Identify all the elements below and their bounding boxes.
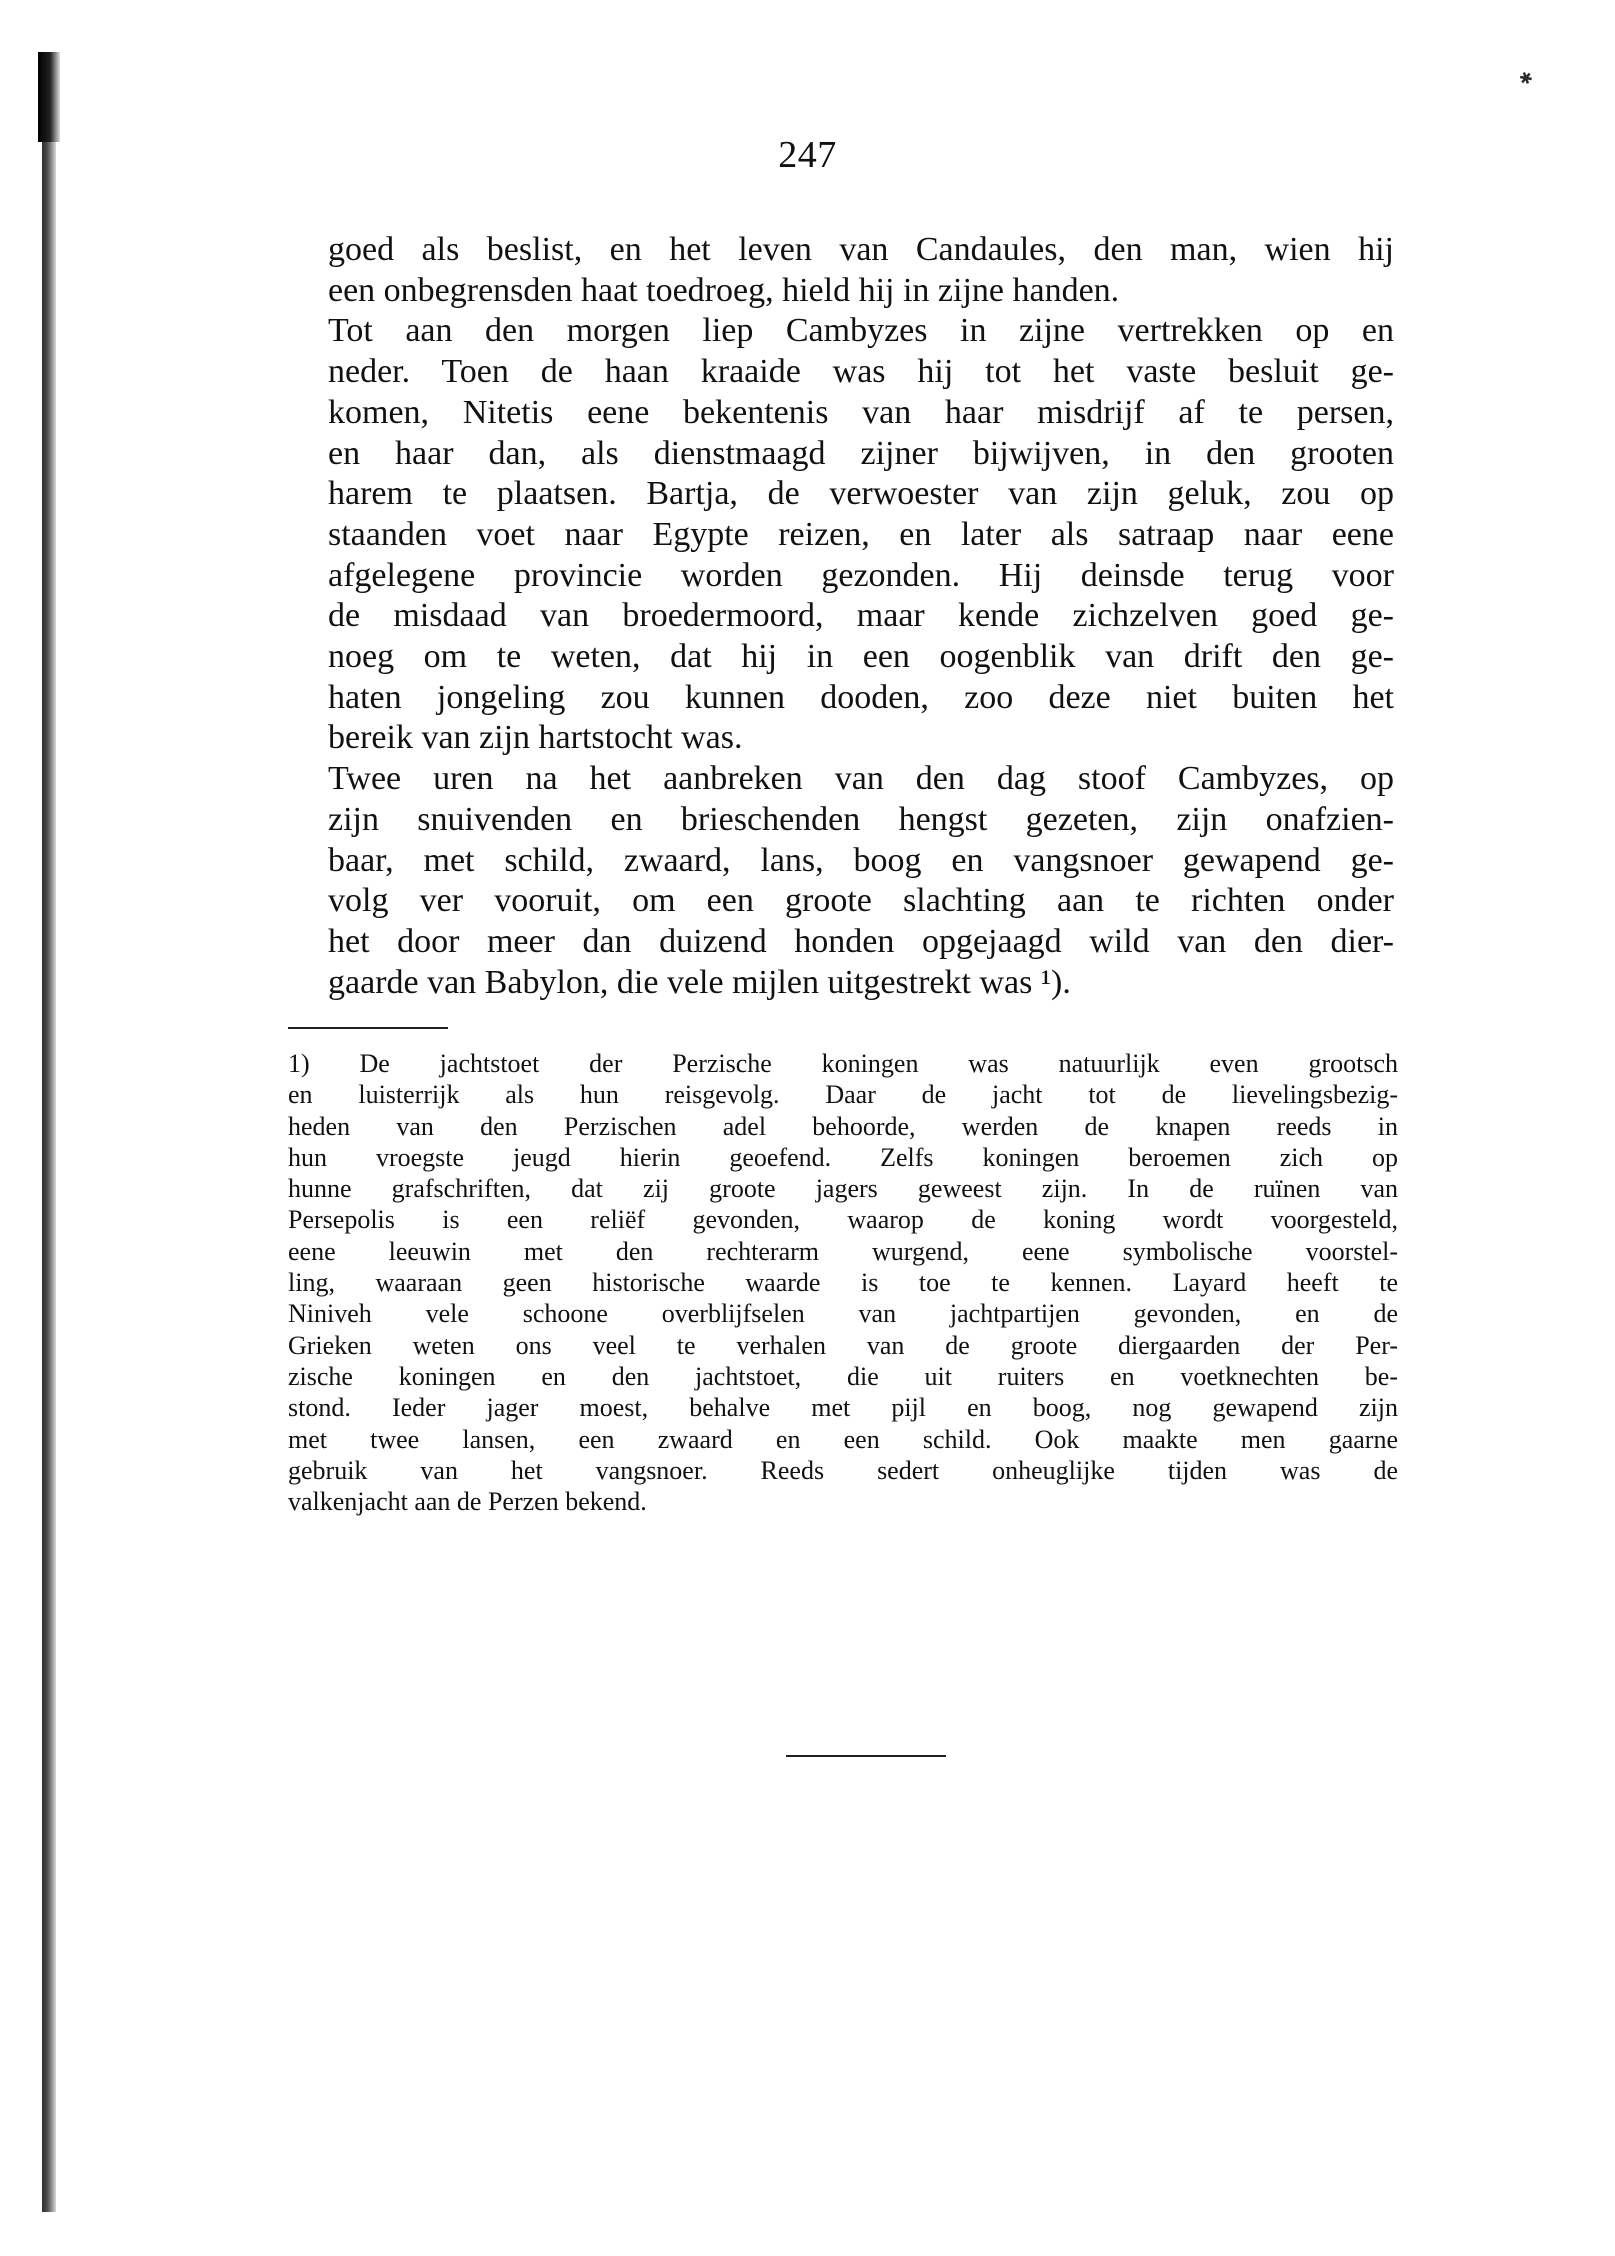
- footnote-line: Persepolis is een reliëf gevonden, waarop de koning wordt voorgesteld,: [288, 1205, 1398, 1235]
- footnote-line: gebruik van het vangsnoer. Reeds sedert onheuglijke tijden was de: [288, 1455, 1398, 1485]
- body-line: Tot aan den morgen liep Cambyzes in zijne vertrekken op en: [328, 312, 1394, 350]
- body-line: noeg om te weten, dat hij in een oogenblik van drift den ge-: [328, 638, 1394, 676]
- footnote-line: 1) De jachtstoet der Perzische koningen was natuurlijk even grootsch: [288, 1049, 1398, 1078]
- footnote-line: met twee lansen, een zwaard en een schild. Ook maakte men gaarne: [288, 1424, 1398, 1454]
- footnote-line: ling, waaraan geen historische waarde is toe te kennen. Layard heeft te: [288, 1268, 1398, 1298]
- main-body-text: [328, 230, 1394, 1003]
- body-line: gaarde van Babylon, die vele mijlen uitgestrekt was ¹).: [328, 963, 1071, 1001]
- body-line: bereik van zijn hartstocht was.: [328, 719, 743, 757]
- footnote-line: eene leeuwin met den rechterarm wurgend, eene symbolische voorstel-: [288, 1236, 1398, 1266]
- body-line: staanden voet naar Egypte reizen, en later als satraap naar eene: [328, 515, 1394, 553]
- body-line: baar, met schild, zwaard, lans, boog en vangsnoer gewapend ge-: [328, 841, 1394, 879]
- body-line: neder. Toen de haan kraaide was hij tot het vaste besluit ge-: [328, 353, 1394, 391]
- body-line: volg ver vooruit, om een groote slachting aan te richten onder: [328, 882, 1394, 920]
- footnote-line: valkenjacht aan de Perzen bekend.: [288, 1487, 647, 1517]
- end-separator: [786, 1755, 946, 1757]
- footnote-line: Grieken weten ons veel te verhalen van de groote diergaarden der Per-: [288, 1330, 1398, 1360]
- footnote-line: stond. Ieder jager moest, behalve met pijl en boog, nog gewapend zijn: [288, 1393, 1398, 1423]
- body-line: haten jongeling zou kunnen dooden, zoo deze niet buiten het: [328, 678, 1394, 716]
- footnote-line: hun vroegste jeugd hierin geoefend. Zelfs koningen beroemen zich op: [288, 1142, 1398, 1172]
- body-line: en haar dan, als dienstmaagd zijner bijwijven, in den grooten: [328, 434, 1394, 472]
- footnote-separator: [288, 1027, 448, 1029]
- body-line: zijn snuivenden en brieschenden hengst gezeten, zijn onafzien-: [328, 800, 1394, 838]
- body-line: harem te plaatsen. Bartja, de verwoester van zijn geluk, zou op: [328, 475, 1394, 513]
- body-line: het door meer dan duizend honden opgejaagd wild van den dier-: [328, 922, 1394, 960]
- book-binding-shadow: [38, 52, 60, 142]
- body-line: afgelegene provincie worden gezonden. Hij deinsde terug voor: [328, 556, 1394, 594]
- ink-speck: ✱: [1516, 67, 1536, 90]
- body-line: Twee uren na het aanbreken van den dag stoof Cambyzes, op: [328, 760, 1394, 798]
- body-line: komen, Nitetis eene bekentenis van haar misdrijf af te persen,: [328, 393, 1394, 431]
- book-binding-edge: [42, 52, 56, 2212]
- body-line: goed als beslist, en het leven van Candaules, den man, wien hij: [328, 231, 1394, 268]
- footnote-line: en luisterrijk als hun reisgevolg. Daar de jacht tot de lievelingsbezig-: [288, 1080, 1398, 1110]
- footnote-line: Niniveh vele schoone overblijfselen van jachtpartijen gevonden, en de: [288, 1299, 1398, 1329]
- body-line: de misdaad van broedermoord, maar kende zichzelven goed ge-: [328, 597, 1394, 635]
- footnote-line: heden van den Perzischen adel behoorde, werden de knapen reeds in: [288, 1111, 1398, 1141]
- footnote-line: hunne grafschriften, dat zij groote jagers geweest zijn. In de ruïnen van: [288, 1174, 1398, 1204]
- footnote-text: [288, 1048, 1398, 1517]
- body-line: een onbegrensden haat toedroeg, hield hij in zijne handen.: [328, 271, 1120, 309]
- footnote-line: zische koningen en den jachtstoet, die uit ruiters en voetknechten be-: [288, 1361, 1398, 1391]
- page-number: 247: [778, 134, 837, 176]
